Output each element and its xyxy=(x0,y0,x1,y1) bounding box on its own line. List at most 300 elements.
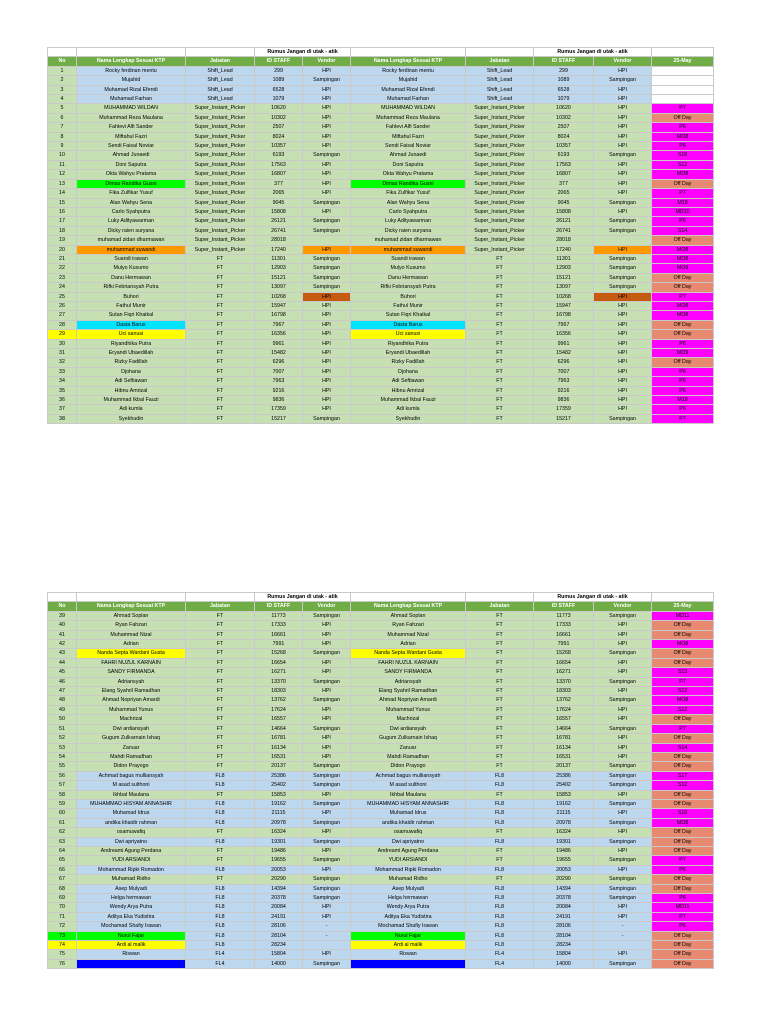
cell-id-staff[interactable]: 15804 xyxy=(255,950,303,959)
cell-id-staff[interactable]: 28234 xyxy=(255,941,303,950)
cell-name[interactable]: Mulyo Kusumo xyxy=(77,264,186,273)
cell-shift[interactable]: Off Day xyxy=(652,875,714,884)
cell-id-staff-2[interactable]: 16661 xyxy=(534,630,594,639)
cell-jabatan-2[interactable]: Super_Instant_Picker xyxy=(466,207,534,216)
cell-jabatan[interactable]: Super_Instant_Picker xyxy=(186,217,255,226)
cell-name-2[interactable]: Ahmad Soplan xyxy=(351,611,466,620)
cell-vendor[interactable]: Sampingan xyxy=(303,837,351,846)
cell-id-staff-2[interactable]: 16654 xyxy=(534,658,594,667)
cell-name-2[interactable]: Mulyo Kusumo xyxy=(351,264,466,273)
cell-no[interactable]: 13 xyxy=(48,179,77,188)
cell-shift[interactable]: MO8 xyxy=(652,818,714,827)
cell-no[interactable]: 71 xyxy=(48,912,77,921)
cell-jabatan-2[interactable]: FL8 xyxy=(466,922,534,931)
cell-vendor-2[interactable]: HPI xyxy=(594,358,652,367)
cell-jabatan[interactable]: FL8 xyxy=(186,884,255,893)
cell-no[interactable]: 5 xyxy=(48,104,77,113)
cell-id-staff[interactable]: 13762 xyxy=(255,696,303,705)
cell-shift[interactable]: MD11 xyxy=(652,903,714,912)
cell-name[interactable]: Muhammad Nizal xyxy=(77,630,186,639)
cell-name-2[interactable]: Adi Seftiawan xyxy=(351,377,466,386)
cell-name-2[interactable]: Fathul Munir xyxy=(351,301,466,310)
cell-shift[interactable]: Off Day xyxy=(652,752,714,761)
cell-vendor[interactable]: HPI xyxy=(303,292,351,301)
cell-name[interactable]: Miftahul Fazri xyxy=(77,132,186,141)
cell-shift[interactable]: MO8 xyxy=(652,170,714,179)
cell-no[interactable]: 19 xyxy=(48,236,77,245)
cell-jabatan-2[interactable]: Super_Instant_Picker xyxy=(466,160,534,169)
cell-vendor-2[interactable]: Sampingan xyxy=(594,875,652,884)
cell-name[interactable]: Djohana xyxy=(77,367,186,376)
cell-vendor[interactable]: Sampingan xyxy=(303,875,351,884)
cell-vendor-2[interactable]: HPI xyxy=(594,705,652,714)
cell-name-2[interactable]: Muhammad Nizal xyxy=(351,630,466,639)
cell-name[interactable]: Asep Mulyadi xyxy=(77,884,186,893)
cell-name-2[interactable]: Eryandi Ubaedillah xyxy=(351,349,466,358)
cell-jabatan[interactable]: FT xyxy=(186,687,255,696)
cell-name[interactable]: Fathul Munir xyxy=(77,301,186,310)
cell-name[interactable]: Ahmad Nopriyan Amardi xyxy=(77,696,186,705)
cell-jabatan-2[interactable]: FL8 xyxy=(466,865,534,874)
cell-vendor-2[interactable]: HPI xyxy=(594,734,652,743)
cell-jabatan-2[interactable]: FT xyxy=(466,358,534,367)
cell-jabatan[interactable]: FT xyxy=(186,367,255,376)
cell-id-staff[interactable]: 28106 xyxy=(255,922,303,931)
cell-id-staff-2[interactable]: 15217 xyxy=(534,414,594,423)
cell-shift[interactable]: Off Day xyxy=(652,273,714,282)
cell-name-2[interactable]: M asad sulthoni xyxy=(351,781,466,790)
cell-id-staff-2[interactable]: 10268 xyxy=(534,292,594,301)
cell-jabatan-2[interactable]: FL8 xyxy=(466,941,534,950)
cell-vendor[interactable]: HPI xyxy=(303,809,351,818)
cell-id-staff[interactable]: 16807 xyxy=(255,170,303,179)
cell-jabatan[interactable]: FT xyxy=(186,790,255,799)
cell-no[interactable]: 8 xyxy=(48,132,77,141)
cell-jabatan[interactable]: Super_Instant_Picker xyxy=(186,104,255,113)
cell-jabatan-2[interactable]: Super_Instant_Picker xyxy=(466,142,534,151)
cell-jabatan[interactable]: FL8 xyxy=(186,818,255,827)
cell-jabatan-2[interactable]: FT xyxy=(466,264,534,273)
cell-name[interactable]: Okta Wahyu Pratama xyxy=(77,170,186,179)
cell-shift[interactable]: Off Day xyxy=(652,179,714,188)
cell-name[interactable]: MUHAMMAD HISYAM ANNASHIR xyxy=(77,799,186,808)
cell-shift[interactable]: S12 xyxy=(652,705,714,714)
cell-name-2[interactable]: Syekhudin xyxy=(351,414,466,423)
cell-jabatan[interactable]: FT xyxy=(186,349,255,358)
cell-shift[interactable]: P7 xyxy=(652,856,714,865)
cell-jabatan[interactable]: Shift_Lead xyxy=(186,66,255,75)
cell-vendor-2[interactable]: Sampingan xyxy=(594,856,652,865)
cell-jabatan-2[interactable]: FT xyxy=(466,687,534,696)
cell-no[interactable]: 21 xyxy=(48,254,77,263)
cell-name-2[interactable]: Sutan Fiqri Khaikal xyxy=(351,311,466,320)
cell-name[interactable]: Riswan xyxy=(77,950,186,959)
cell-shift[interactable]: P6 xyxy=(652,377,714,386)
cell-id-staff-2[interactable]: 16557 xyxy=(534,715,594,724)
cell-no[interactable]: 9 xyxy=(48,142,77,151)
cell-name-2[interactable]: Suandi irawan xyxy=(351,254,466,263)
cell-no[interactable]: 43 xyxy=(48,649,77,658)
cell-vendor-2[interactable]: HPI xyxy=(594,912,652,921)
cell-jabatan[interactable]: FL8 xyxy=(186,941,255,950)
cell-vendor-2[interactable]: HPI xyxy=(594,292,652,301)
cell-name-2[interactable]: Machrizal xyxy=(351,715,466,724)
cell-no[interactable]: 60 xyxy=(48,809,77,818)
cell-jabatan-2[interactable]: FT xyxy=(466,846,534,855)
cell-id-staff[interactable]: 16531 xyxy=(255,752,303,761)
cell-name-2[interactable]: Mohammad Ripki Romadon xyxy=(351,865,466,874)
cell-no[interactable]: 62 xyxy=(48,828,77,837)
cell-vendor[interactable]: HPI xyxy=(303,170,351,179)
cell-name-2[interactable]: Riswan xyxy=(351,950,466,959)
cell-name[interactable]: Ahmad Junaedi xyxy=(77,151,186,160)
cell-shift[interactable]: P6 xyxy=(652,367,714,376)
cell-jabatan[interactable]: Super_Instant_Picker xyxy=(186,236,255,245)
cell-name[interactable]: Sendi Faisal Noviar xyxy=(77,142,186,151)
cell-vendor-2[interactable]: Sampingan xyxy=(594,959,652,968)
cell-jabatan[interactable]: FT xyxy=(186,611,255,620)
cell-jabatan[interactable]: FT xyxy=(186,414,255,423)
cell-jabatan[interactable]: Super_Instant_Picker xyxy=(186,142,255,151)
cell-jabatan-2[interactable]: FT xyxy=(466,790,534,799)
cell-name-2[interactable]: Djohana xyxy=(351,367,466,376)
cell-shift[interactable]: P6 xyxy=(652,123,714,132)
cell-jabatan[interactable]: FT xyxy=(186,320,255,329)
cell-id-staff-2[interactable]: 15947 xyxy=(534,301,594,310)
cell-no[interactable]: 46 xyxy=(48,677,77,686)
cell-vendor-2[interactable]: Sampingan xyxy=(594,611,652,620)
cell-jabatan[interactable]: FL8 xyxy=(186,809,255,818)
cell-name-2[interactable]: Andreami Agung Perdana xyxy=(351,846,466,855)
cell-vendor[interactable]: HPI xyxy=(303,405,351,414)
cell-name[interactable]: Suandi irawan xyxy=(77,254,186,263)
cell-vendor-2[interactable]: HPI xyxy=(594,396,652,405)
cell-name[interactable]: Wendy Arya Putra xyxy=(77,903,186,912)
cell-id-staff-2[interactable]: 7967 xyxy=(534,320,594,329)
cell-vendor-2[interactable]: HPI xyxy=(594,179,652,188)
cell-jabatan[interactable]: FT xyxy=(186,264,255,273)
cell-name[interactable]: Alan Wahyu Sena xyxy=(77,198,186,207)
cell-jabatan-2[interactable]: FT xyxy=(466,705,534,714)
cell-shift[interactable]: Off Day xyxy=(652,330,714,339)
cell-jabatan-2[interactable]: FT xyxy=(466,320,534,329)
cell-name-2[interactable]: Rifki Febriansyah Putra xyxy=(351,283,466,292)
cell-name-2[interactable]: Fika Zulfikar Yusuf xyxy=(351,189,466,198)
cell-vendor[interactable]: Sampingan xyxy=(303,856,351,865)
cell-jabatan[interactable]: Shift_Lead xyxy=(186,85,255,94)
cell-name-2[interactable]: Dasta Barus xyxy=(351,320,466,329)
cell-name[interactable] xyxy=(77,959,186,968)
cell-shift[interactable]: MO8 xyxy=(652,640,714,649)
cell-no[interactable]: 24 xyxy=(48,283,77,292)
cell-vendor-2[interactable]: HPI xyxy=(594,715,652,724)
cell-id-staff[interactable]: 7967 xyxy=(255,320,303,329)
cell-id-staff-2[interactable]: 18303 xyxy=(534,687,594,696)
cell-vendor-2[interactable]: HPI xyxy=(594,189,652,198)
cell-vendor[interactable]: Sampingan xyxy=(303,254,351,263)
cell-name-2[interactable]: Doni Saputra xyxy=(351,160,466,169)
cell-jabatan[interactable]: FL4 xyxy=(186,950,255,959)
cell-vendor[interactable]: HPI xyxy=(303,950,351,959)
cell-vendor-2[interactable]: - xyxy=(594,931,652,940)
cell-name[interactable]: Fahlevi Alfi Sander xyxy=(77,123,186,132)
cell-jabatan-2[interactable]: FL8 xyxy=(466,903,534,912)
cell-id-staff-2[interactable]: 17563 xyxy=(534,160,594,169)
cell-id-staff[interactable]: 15482 xyxy=(255,349,303,358)
cell-vendor-2[interactable]: Sampingan xyxy=(594,226,652,235)
cell-jabatan[interactable]: Super_Instant_Picker xyxy=(186,160,255,169)
cell-id-staff[interactable]: 13370 xyxy=(255,677,303,686)
cell-shift[interactable]: Off Day xyxy=(652,358,714,367)
cell-jabatan[interactable]: Super_Instant_Picker xyxy=(186,189,255,198)
cell-id-staff-2[interactable]: 1089 xyxy=(534,76,594,85)
cell-vendor-2[interactable]: HPI xyxy=(594,846,652,855)
cell-jabatan[interactable]: FT xyxy=(186,743,255,752)
cell-name[interactable]: Mohammad Ripki Romadon xyxy=(77,865,186,874)
cell-id-staff-2[interactable]: 13762 xyxy=(534,696,594,705)
cell-id-staff-2[interactable]: 16807 xyxy=(534,170,594,179)
cell-jabatan-2[interactable]: Shift_Lead xyxy=(466,66,534,75)
cell-vendor[interactable]: Sampingan xyxy=(303,273,351,282)
cell-id-staff[interactable]: 17359 xyxy=(255,405,303,414)
cell-name[interactable]: Ahmad Soplan xyxy=(77,611,186,620)
cell-jabatan[interactable]: FT xyxy=(186,386,255,395)
cell-vendor[interactable]: Sampingan xyxy=(303,198,351,207)
cell-vendor[interactable]: HPI xyxy=(303,367,351,376)
cell-vendor[interactable]: HPI xyxy=(303,903,351,912)
cell-vendor[interactable]: HPI xyxy=(303,640,351,649)
cell-jabatan-2[interactable]: Super_Instant_Picker xyxy=(466,236,534,245)
cell-id-staff[interactable]: 26121 xyxy=(255,217,303,226)
cell-name[interactable]: Aditya Eka Yudistira xyxy=(77,912,186,921)
cell-name[interactable]: Machrizal xyxy=(77,715,186,724)
cell-shift[interactable]: S14 xyxy=(652,226,714,235)
cell-jabatan[interactable]: FT xyxy=(186,396,255,405)
cell-vendor[interactable]: HPI xyxy=(303,865,351,874)
cell-id-staff[interactable]: 17240 xyxy=(255,245,303,254)
cell-shift[interactable]: P6 xyxy=(652,339,714,348)
cell-vendor-2[interactable]: HPI xyxy=(594,320,652,329)
cell-vendor[interactable]: HPI xyxy=(303,743,351,752)
cell-name-2[interactable]: Rocky ferdinan mentu xyxy=(351,66,466,75)
cell-shift[interactable] xyxy=(652,76,714,85)
cell-name-2[interactable]: muhammad suwandi xyxy=(351,245,466,254)
cell-vendor[interactable]: Sampingan xyxy=(303,649,351,658)
cell-no[interactable]: 50 xyxy=(48,715,77,724)
cell-shift[interactable]: P6 xyxy=(652,405,714,414)
cell-id-staff-2[interactable]: 7991 xyxy=(534,640,594,649)
cell-jabatan[interactable]: FT xyxy=(186,668,255,677)
cell-jabatan-2[interactable]: FT xyxy=(466,668,534,677)
cell-id-staff-2[interactable]: 377 xyxy=(534,179,594,188)
cell-jabatan-2[interactable]: FT xyxy=(466,875,534,884)
cell-jabatan-2[interactable]: Super_Instant_Picker xyxy=(466,170,534,179)
cell-no[interactable]: 68 xyxy=(48,884,77,893)
cell-vendor[interactable]: HPI xyxy=(303,621,351,630)
cell-id-staff[interactable]: 16271 xyxy=(255,668,303,677)
cell-name-2[interactable]: Ahmad Nopriyan Amardi xyxy=(351,696,466,705)
cell-shift[interactable]: P7 xyxy=(652,912,714,921)
cell-no[interactable]: 48 xyxy=(48,696,77,705)
cell-id-staff-2[interactable]: 15268 xyxy=(534,649,594,658)
cell-no[interactable]: 74 xyxy=(48,941,77,950)
cell-no[interactable]: 12 xyxy=(48,170,77,179)
cell-name-2[interactable]: Muhamad Idrus xyxy=(351,809,466,818)
cell-name-2[interactable]: Elang Syahril Ramadhan xyxy=(351,687,466,696)
cell-jabatan[interactable]: FL8 xyxy=(186,931,255,940)
cell-jabatan-2[interactable]: Super_Instant_Picker xyxy=(466,104,534,113)
cell-vendor-2[interactable]: Sampingan xyxy=(594,264,652,273)
cell-name-2[interactable]: Helga hermawan xyxy=(351,894,466,903)
cell-id-staff[interactable]: 17563 xyxy=(255,160,303,169)
cell-no[interactable]: 16 xyxy=(48,207,77,216)
cell-id-staff[interactable]: 14664 xyxy=(255,724,303,733)
cell-no[interactable]: 28 xyxy=(48,320,77,329)
cell-shift[interactable]: S13 xyxy=(652,668,714,677)
cell-id-staff[interactable]: 6296 xyxy=(255,358,303,367)
cell-jabatan[interactable]: FT xyxy=(186,640,255,649)
cell-shift[interactable]: Off Day xyxy=(652,799,714,808)
cell-vendor-2[interactable]: HPI xyxy=(594,311,652,320)
cell-no[interactable]: 40 xyxy=(48,621,77,630)
cell-name-2[interactable]: Buhori xyxy=(351,292,466,301)
cell-vendor[interactable]: HPI xyxy=(303,66,351,75)
cell-no[interactable]: 31 xyxy=(48,349,77,358)
cell-id-staff-2[interactable]: 14394 xyxy=(534,884,594,893)
cell-id-staff-2[interactable]: 11773 xyxy=(534,611,594,620)
cell-vendor-2[interactable]: HPI xyxy=(594,349,652,358)
cell-vendor-2[interactable]: HPI xyxy=(594,668,652,677)
cell-id-staff[interactable]: 17624 xyxy=(255,705,303,714)
cell-id-staff[interactable]: 9961 xyxy=(255,339,303,348)
cell-id-staff-2[interactable]: 9961 xyxy=(534,339,594,348)
cell-id-staff-2[interactable]: 24191 xyxy=(534,912,594,921)
cell-shift[interactable]: P7 xyxy=(652,104,714,113)
cell-vendor[interactable]: HPI xyxy=(303,349,351,358)
cell-name-2[interactable]: Adi kumla xyxy=(351,405,466,414)
cell-shift[interactable]: Off Day xyxy=(652,236,714,245)
cell-shift[interactable]: P7 xyxy=(652,292,714,301)
cell-vendor[interactable]: HPI xyxy=(303,311,351,320)
cell-name[interactable]: Ikhbal Maulana xyxy=(77,790,186,799)
cell-name[interactable]: MUHAMMAD WILDAN xyxy=(77,104,186,113)
cell-name[interactable]: FAHRI NUZUL KARNAIN xyxy=(77,658,186,667)
cell-jabatan-2[interactable]: FL8 xyxy=(466,912,534,921)
cell-vendor-2[interactable]: HPI xyxy=(594,790,652,799)
cell-vendor[interactable]: - xyxy=(303,922,351,931)
cell-vendor[interactable]: Sampingan xyxy=(303,264,351,273)
cell-name-2[interactable]: Miftahul Fazri xyxy=(351,132,466,141)
cell-id-staff[interactable]: 20084 xyxy=(255,903,303,912)
cell-vendor-2[interactable]: Sampingan xyxy=(594,649,652,658)
cell-jabatan-2[interactable]: FT xyxy=(466,405,534,414)
cell-id-staff-2[interactable]: 20053 xyxy=(534,865,594,874)
cell-no[interactable]: 56 xyxy=(48,771,77,780)
cell-vendor-2[interactable]: HPI xyxy=(594,405,652,414)
cell-vendor-2[interactable]: HPI xyxy=(594,950,652,959)
cell-name-2[interactable]: Adriansyah xyxy=(351,677,466,686)
cell-jabatan-2[interactable]: FL8 xyxy=(466,837,534,846)
cell-name[interactable]: Rizky Fadillah xyxy=(77,358,186,367)
cell-jabatan[interactable]: FT xyxy=(186,621,255,630)
cell-shift[interactable]: Off Day xyxy=(652,734,714,743)
cell-no[interactable]: 53 xyxy=(48,743,77,752)
cell-id-staff[interactable]: 9045 xyxy=(255,198,303,207)
cell-jabatan-2[interactable]: FL8 xyxy=(466,781,534,790)
cell-vendor[interactable]: HPI xyxy=(303,207,351,216)
cell-vendor-2[interactable]: Sampingan xyxy=(594,414,652,423)
cell-name-2[interactable]: Nanda Septa Wardani Gusta xyxy=(351,649,466,658)
cell-id-staff[interactable]: 10620 xyxy=(255,104,303,113)
cell-shift[interactable]: P6 xyxy=(652,894,714,903)
cell-vendor[interactable]: HPI xyxy=(303,790,351,799)
cell-shift[interactable]: P7 xyxy=(652,414,714,423)
cell-name[interactable]: Adrian xyxy=(77,640,186,649)
cell-name[interactable]: Rifki Febriansyah Putra xyxy=(77,283,186,292)
cell-id-staff[interactable]: 16356 xyxy=(255,330,303,339)
cell-id-staff[interactable]: 10302 xyxy=(255,113,303,122)
cell-id-staff-2[interactable]: 17624 xyxy=(534,705,594,714)
cell-vendor[interactable]: HPI xyxy=(303,386,351,395)
cell-shift[interactable]: MO8 xyxy=(652,696,714,705)
cell-shift[interactable]: Off Day xyxy=(652,320,714,329)
cell-vendor[interactable]: Sampingan xyxy=(303,217,351,226)
cell-jabatan[interactable]: FT xyxy=(186,377,255,386)
cell-id-staff-2[interactable]: 28234 xyxy=(534,941,594,950)
cell-id-staff-2[interactable]: 14000 xyxy=(534,959,594,968)
cell-no[interactable]: 4 xyxy=(48,95,77,104)
cell-id-staff[interactable]: 16324 xyxy=(255,828,303,837)
cell-id-staff-2[interactable]: 299 xyxy=(534,66,594,75)
cell-jabatan-2[interactable]: Super_Instant_Picker xyxy=(466,113,534,122)
cell-jabatan-2[interactable]: FT xyxy=(466,377,534,386)
cell-id-staff[interactable]: 19162 xyxy=(255,799,303,808)
cell-id-staff-2[interactable]: 21115 xyxy=(534,809,594,818)
cell-vendor-2[interactable] xyxy=(594,941,652,950)
cell-shift[interactable] xyxy=(652,85,714,94)
cell-vendor[interactable]: Sampingan xyxy=(303,226,351,235)
cell-no[interactable]: 32 xyxy=(48,358,77,367)
cell-name-2[interactable]: Riyandhika Putra xyxy=(351,339,466,348)
cell-name-2[interactable]: MUHAMMAD HISYAM ANNASHIR xyxy=(351,799,466,808)
cell-jabatan[interactable]: FT xyxy=(186,330,255,339)
cell-shift[interactable]: MD10 xyxy=(652,207,714,216)
cell-id-staff[interactable]: 16557 xyxy=(255,715,303,724)
cell-name-2[interactable]: FAHRI NUZUL KARNAIN xyxy=(351,658,466,667)
cell-shift[interactable]: Off Day xyxy=(652,959,714,968)
cell-jabatan-2[interactable]: FT xyxy=(466,254,534,263)
cell-vendor[interactable]: HPI xyxy=(303,828,351,837)
cell-name[interactable]: Mochamad Shafiy Irawan xyxy=(77,922,186,931)
cell-no[interactable]: 36 xyxy=(48,396,77,405)
cell-vendor-2[interactable]: HPI xyxy=(594,743,652,752)
cell-vendor-2[interactable]: Sampingan xyxy=(594,771,652,780)
cell-id-staff-2[interactable]: 20290 xyxy=(534,875,594,884)
cell-shift[interactable]: S12 xyxy=(652,781,714,790)
cell-id-staff-2[interactable]: 6528 xyxy=(534,85,594,94)
cell-no[interactable]: 67 xyxy=(48,875,77,884)
cell-name[interactable]: YUDI ARSIANDI xyxy=(77,856,186,865)
cell-vendor-2[interactable]: HPI xyxy=(594,367,652,376)
cell-name-2[interactable]: Dwi ardiansyah xyxy=(351,724,466,733)
cell-vendor[interactable]: HPI xyxy=(303,179,351,188)
cell-vendor-2[interactable]: HPI xyxy=(594,160,652,169)
cell-vendor-2[interactable]: Sampingan xyxy=(594,217,652,226)
cell-jabatan-2[interactable]: Shift_Lead xyxy=(466,95,534,104)
cell-no[interactable]: 25 xyxy=(48,292,77,301)
cell-shift[interactable]: S14 xyxy=(652,743,714,752)
cell-no[interactable]: 75 xyxy=(48,950,77,959)
